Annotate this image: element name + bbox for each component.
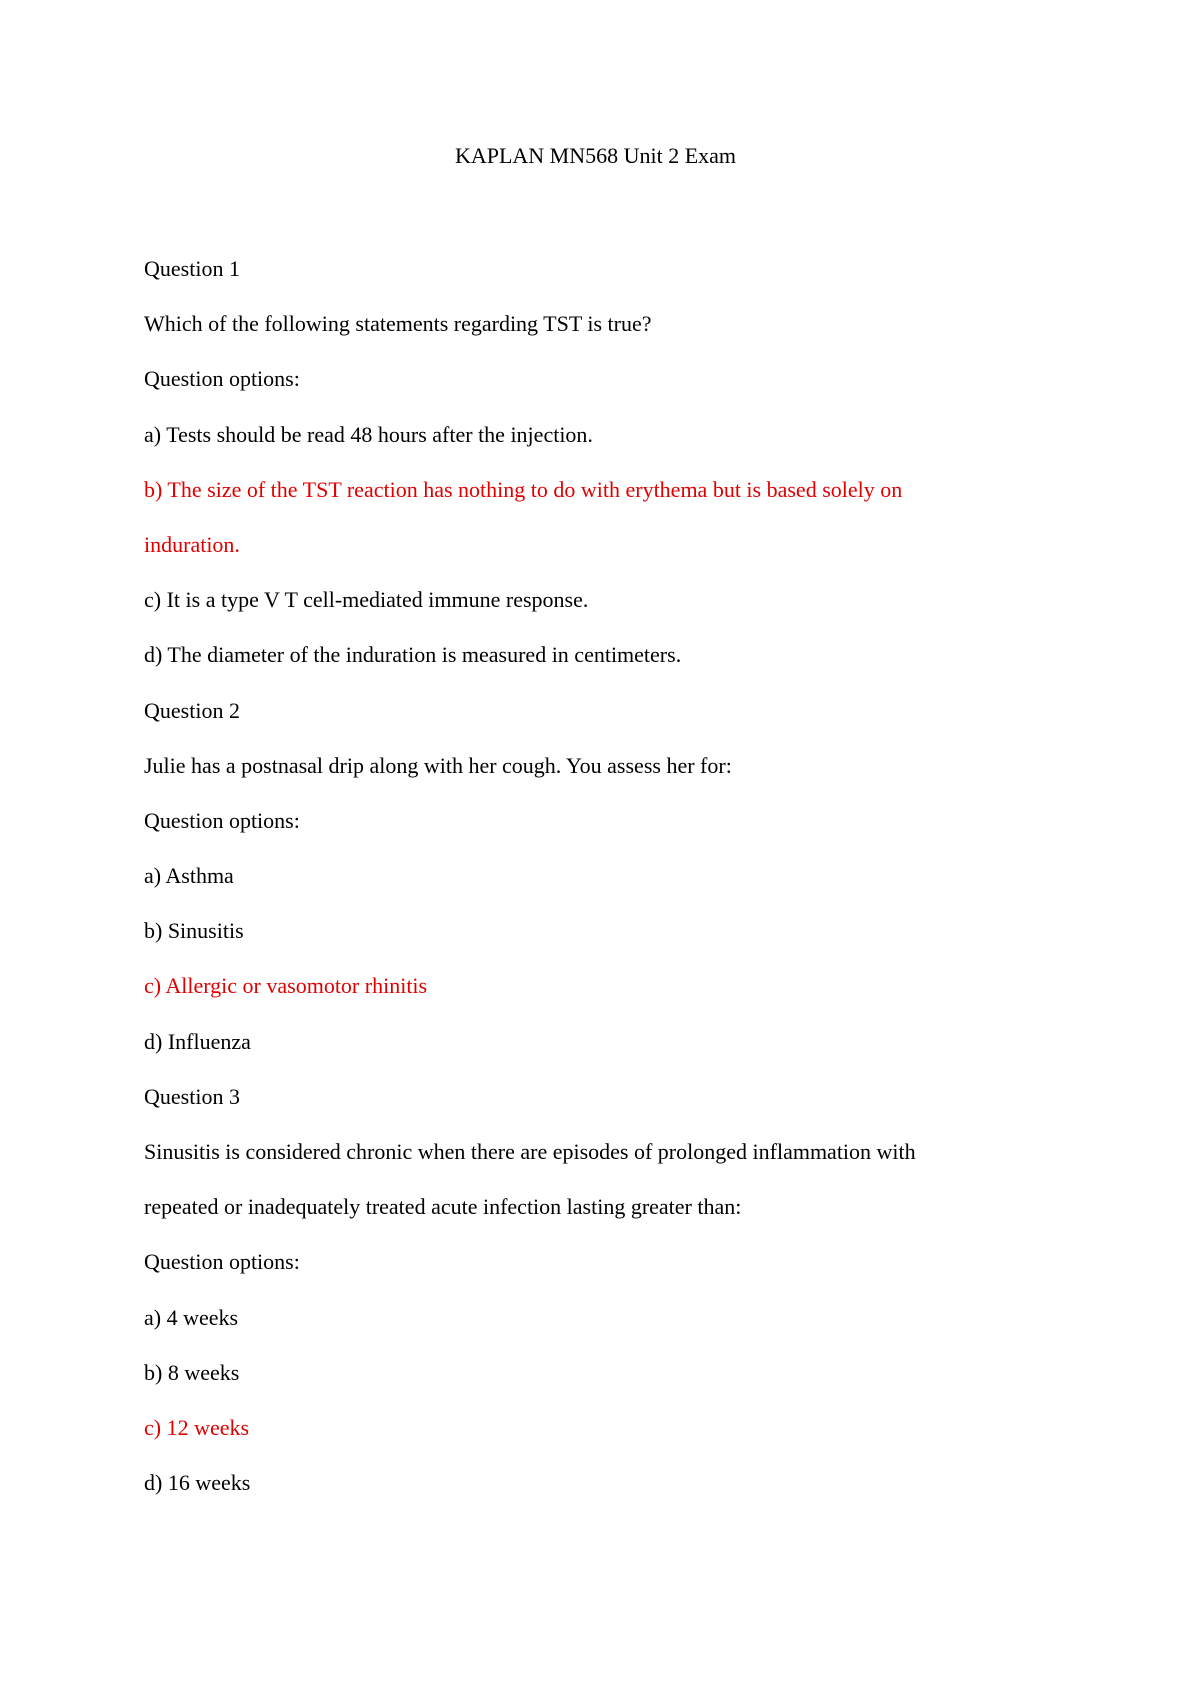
option-b-correct-continued: induration.	[144, 531, 240, 557]
option-a: a) Tests should be read 48 hours after the injection.	[144, 421, 593, 447]
options-label: Question options:	[144, 1249, 300, 1275]
options-label: Question options:	[144, 807, 300, 833]
question-text: Which of the following statements regarding TST is true?	[144, 311, 652, 337]
options-label: Question options:	[144, 366, 300, 392]
document-body	[144, 255, 1024, 1524]
question-heading: Question 3	[144, 1083, 240, 1109]
option-c-correct: c) Allergic or vasomotor rhinitis	[144, 973, 428, 999]
option-b: b) Sinusitis	[144, 918, 244, 944]
question-text-continued: repeated or inadequately treated acute infection lasting greater than:	[144, 1194, 742, 1220]
question-block	[144, 255, 1024, 697]
question-text: Sinusitis is considered chronic when there are episodes of prolonged inflammation with	[144, 1139, 916, 1164]
option-a: a) Asthma	[144, 863, 234, 889]
option-d: d) Influenza	[144, 1028, 251, 1054]
option-c: c) It is a type V T cell-mediated immune response.	[144, 587, 589, 613]
question-text: Julie has a postnasal drip along with her cough. You assess her for:	[144, 752, 732, 778]
question-block	[144, 697, 1024, 1083]
question-block	[144, 1083, 1024, 1525]
question-heading: Question 1	[144, 256, 240, 281]
option-b-correct: b) The size of the TST reaction has nothing to do with erythema but is based solely on	[144, 476, 903, 502]
document-title: KAPLAN MN568 Unit 2 Exam	[454, 143, 737, 168]
question-heading: Question 2	[144, 697, 240, 723]
option-b: b) 8 weeks	[144, 1359, 240, 1385]
option-d: d) The diameter of the induration is measured in centimeters.	[144, 642, 682, 668]
option-c-correct: c) 12 weeks	[144, 1414, 250, 1440]
option-a: a) 4 weeks	[144, 1304, 239, 1330]
option-d: d) 16 weeks	[144, 1470, 251, 1496]
